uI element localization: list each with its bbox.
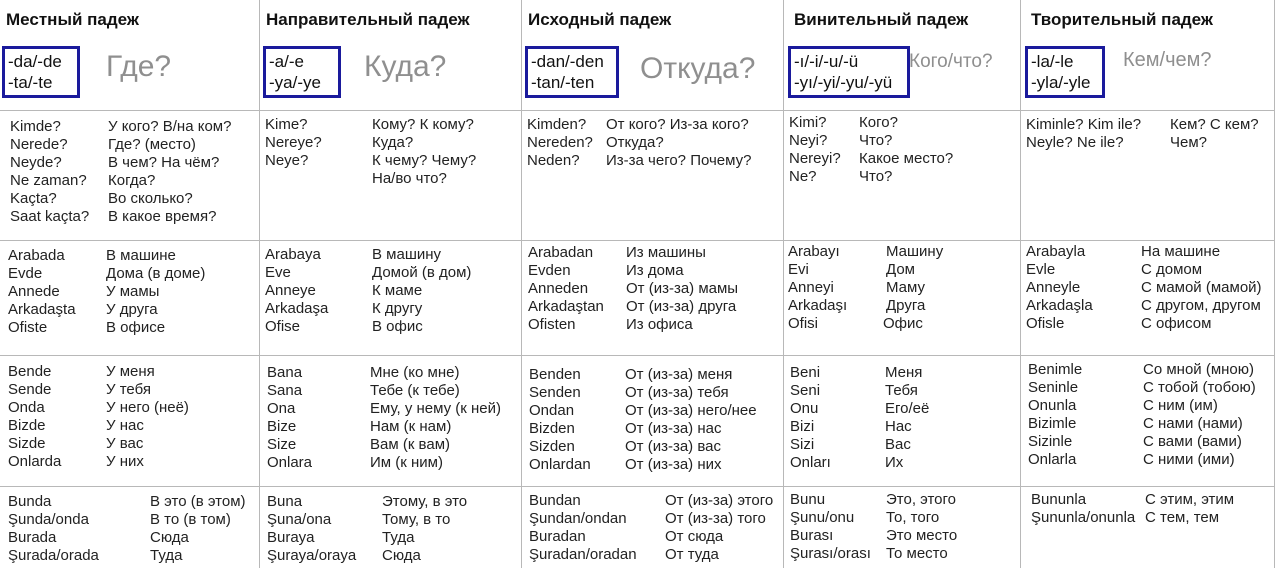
word-cell: Anneyle (1026, 279, 1081, 296)
word-cell: С этим, этим (1145, 491, 1235, 508)
word-cell: Bize (267, 418, 297, 435)
word-cell: К другу (372, 300, 423, 317)
word-cell: От (из-за) тебя (625, 384, 729, 401)
word-cell: Их (885, 454, 904, 471)
word-cell: Neyi? (789, 132, 828, 149)
word-cell: Чем? (1170, 134, 1207, 151)
word-cell: Что? (859, 132, 893, 149)
word-cell: У тебя (106, 381, 151, 398)
word-cell: В это (в этом) (150, 493, 246, 510)
word-cell: Arkadaşı (788, 297, 848, 314)
word-cell: От (из-за) друга (626, 298, 737, 315)
word-cell: Ne? (789, 168, 817, 185)
word-cell: Какое место? (859, 150, 954, 167)
suffix: -a/-e (269, 52, 304, 71)
word-cell: Из дома (626, 262, 684, 279)
word-cell: Onda (8, 399, 45, 416)
word-cell: Нам (к нам) (370, 418, 452, 435)
case-title: Исходный падеж (528, 10, 672, 29)
word-cell: Evde (8, 265, 43, 282)
word-cell: Им (к ним) (370, 454, 443, 471)
word-cell: Evle (1026, 261, 1056, 278)
word-cell: В офис (372, 318, 423, 335)
word-cell: Eve (265, 264, 291, 281)
word-cell: Его/её (885, 400, 930, 417)
word-cell: С ними (ими) (1143, 451, 1235, 468)
word-cell: Офис (883, 315, 923, 332)
word-cell: Bizi (790, 418, 815, 435)
word-cell: Из машины (626, 244, 706, 261)
word-cell: Burada (8, 529, 57, 546)
word-cell: То, того (886, 509, 940, 526)
case-title: Винительный падеж (794, 10, 969, 29)
word-cell: С вами (вами) (1143, 433, 1242, 450)
word-cell: От (из-за) мамы (626, 280, 739, 297)
word-cell: Ему, у нему (к ней) (370, 400, 501, 417)
word-cell: Откуда? (606, 134, 664, 151)
case-column-dative (260, 0, 521, 570)
suffix-box (263, 46, 341, 98)
word-cell: В то (в том) (150, 511, 231, 528)
word-cell: Машину (886, 243, 944, 260)
suffix: -da/-de (8, 52, 62, 71)
word-cell: Где? (место) (108, 136, 196, 153)
word-cell: От (из-за) них (625, 456, 722, 473)
word-cell: Кого? (859, 114, 898, 131)
word-cell: Дома (в доме) (106, 265, 206, 282)
word-cell: С другом, другом (1141, 297, 1261, 314)
word-cell: Burası (790, 527, 834, 544)
word-cell: Evi (788, 261, 809, 278)
word-cell: Bana (267, 364, 303, 381)
word-cell: Нас (885, 418, 912, 435)
word-cell: От (из-за) того (665, 510, 766, 527)
case-column-ablative (522, 0, 783, 570)
word-cell: С нами (нами) (1143, 415, 1243, 432)
word-cell: Şunu/onu (790, 509, 855, 526)
word-cell: От (из-за) нас (625, 420, 722, 437)
word-cell: Şuna/ona (267, 511, 332, 528)
word-cell: Тому, в то (382, 511, 451, 528)
suffix: -yla/-yle (1031, 73, 1091, 92)
word-cell: Evden (528, 262, 571, 279)
word-cell: Arkadaştan (528, 298, 604, 315)
word-cell: Bizimle (1028, 415, 1077, 432)
case-title: Местный падеж (6, 10, 139, 29)
word-cell: Arkadaşa (265, 300, 329, 317)
word-cell: Тебе (к тебе) (370, 382, 460, 399)
suffix-box (525, 46, 619, 98)
word-cell: Arkadaşla (1026, 297, 1093, 314)
case-column-locative (0, 0, 259, 570)
word-cell: Маму (886, 279, 925, 296)
word-cell: Neyle? Ne ile? (1026, 134, 1124, 151)
word-cell: Сюда (382, 547, 421, 564)
word-cell: В чем? На чём? (108, 154, 220, 171)
word-cell: Из-за чего? Почему? (606, 152, 752, 169)
word-cell: Туда (382, 529, 415, 546)
word-cell: Bunda (8, 493, 52, 510)
case-column-accusative (784, 0, 1020, 570)
word-cell: Мне (ко мне) (370, 364, 460, 381)
word-cell: От (из-за) этого (665, 492, 774, 509)
word-cell: Onlarda (8, 453, 62, 470)
word-cell: В машине (106, 247, 176, 264)
word-cell: Şurada/orada (8, 547, 99, 564)
word-cell: У мамы (106, 283, 160, 300)
word-cell: У друга (106, 301, 158, 318)
word-cell: Anneyi (788, 279, 834, 296)
word-cell: Kimde? (10, 118, 61, 135)
word-cell: Bundan (529, 492, 581, 509)
word-cell: У кого? В/на ком? (108, 118, 232, 135)
case-title: Творительный падеж (1031, 10, 1213, 29)
word-cell: Bizde (8, 417, 46, 434)
word-cell: Anneden (528, 280, 589, 297)
word-cell: Sizden (529, 438, 575, 455)
word-cell: Nerede? (10, 136, 68, 153)
suffix: -la/-le (1031, 52, 1074, 71)
word-cell: Дом (886, 261, 915, 278)
word-cell: Кем? С кем? (1170, 116, 1259, 133)
word-cell: Сюда (150, 529, 189, 546)
word-cell: От (из-за) него/нее (625, 402, 757, 419)
case-question: Откуда? (640, 52, 756, 85)
suffix: -ta/-te (8, 73, 53, 92)
word-cell: В офисе (106, 319, 166, 336)
case-column-instrumental (1021, 0, 1274, 570)
word-cell: Друга (886, 297, 926, 314)
word-cell: С домом (1141, 261, 1203, 278)
word-cell: Вас (885, 436, 911, 453)
case-question: Кого/что? (909, 51, 993, 72)
word-cell: Sizinle (1028, 433, 1073, 450)
word-cell: Nereden? (527, 134, 593, 151)
word-cell: У них (106, 453, 144, 470)
column-divider (1274, 0, 1275, 568)
word-cell: Sizi (790, 436, 815, 453)
word-cell: С тобой (тобою) (1143, 379, 1256, 396)
word-cell: Arabadan (528, 244, 594, 261)
word-cell: Sana (267, 382, 303, 399)
word-cell: Кому? К кому? (372, 116, 474, 133)
word-cell: Arabayı (788, 243, 840, 260)
suffix: -tan/-ten (531, 73, 595, 92)
word-cell: От (из-за) меня (625, 366, 733, 383)
word-cell: Onları (790, 454, 831, 471)
word-cell: Benimle (1028, 361, 1083, 378)
word-cell: Это место (886, 527, 958, 544)
word-cell: Arabaya (265, 246, 321, 263)
word-cell: Kimi? (789, 114, 827, 131)
word-cell: Домой (в дом) (372, 264, 472, 281)
word-cell: Onlara (267, 454, 313, 471)
word-cell: Buna (267, 493, 303, 510)
word-cell: Ofise (265, 318, 301, 335)
word-cell: Ofisi (788, 315, 818, 332)
suffix-box (2, 46, 80, 98)
word-cell: Beni (790, 364, 821, 381)
word-cell: Senden (529, 384, 581, 401)
word-cell: Ofisten (528, 316, 576, 333)
word-cell: Тебя (885, 382, 918, 399)
word-cell: От сюда (665, 528, 724, 545)
word-cell: Anneye (265, 282, 316, 299)
word-cell: Neye? (265, 152, 309, 169)
case-question: Кем/чем? (1123, 49, 1212, 71)
word-cell: Şunda/onda (8, 511, 89, 528)
word-cell: Onlardan (529, 456, 591, 473)
word-cell: Şununla/onunla (1031, 509, 1136, 526)
word-cell: Onunla (1028, 397, 1077, 414)
word-cell: Куда? (372, 134, 414, 151)
word-cell: Sizde (8, 435, 46, 452)
word-cell: На/во что? (372, 170, 447, 187)
word-cell: От (из-за) вас (625, 438, 721, 455)
word-cell: Ne zaman? (10, 172, 87, 189)
word-cell: То место (886, 545, 948, 562)
suffix: -ya/-ye (269, 73, 321, 92)
word-cell: Buraya (267, 529, 315, 546)
word-cell: Kime? (265, 116, 308, 133)
word-cell: Kaçta? (10, 190, 57, 207)
suffix-box (1025, 46, 1105, 98)
suffix-box (788, 46, 910, 98)
suffix: -yı/-yi/-yu/-yü (794, 73, 893, 92)
word-cell: С тем, тем (1145, 509, 1220, 526)
word-cell: Из офиса (626, 316, 693, 333)
word-cell: Annede (8, 283, 60, 300)
word-cell: У нас (106, 417, 144, 434)
word-cell: Şundan/ondan (529, 510, 627, 527)
word-cell: С мамой (мамой) (1141, 279, 1262, 296)
word-cell: Bende (8, 363, 52, 380)
word-cell: Когда? (108, 172, 156, 189)
word-cell: С ним (им) (1143, 397, 1218, 414)
word-cell: Onu (790, 400, 819, 417)
word-cell: Seninle (1028, 379, 1079, 396)
word-cell: У него (неё) (106, 399, 189, 416)
case-question: Где? (106, 50, 172, 83)
word-cell: Ofiste (8, 319, 48, 336)
word-cell: На машине (1141, 243, 1221, 260)
word-cell: Kimden? (527, 116, 587, 133)
word-cell: В машину (372, 246, 442, 263)
case-question: Куда? (364, 50, 447, 83)
word-cell: От туда (665, 546, 719, 563)
word-cell: Bununla (1031, 491, 1087, 508)
word-cell: Arabayla (1026, 243, 1086, 260)
word-cell: Туда (150, 547, 183, 564)
word-cell: Neden? (527, 152, 580, 169)
word-cell: Size (267, 436, 297, 453)
word-cell: Ondan (529, 402, 575, 419)
word-cell: Что? (859, 168, 893, 185)
word-cell: Buradan (529, 528, 586, 545)
word-cell: Bunu (790, 491, 826, 508)
word-cell: Arabada (8, 247, 65, 264)
word-cell: Меня (885, 364, 923, 381)
word-cell: Ofisle (1026, 315, 1065, 332)
word-cell: Вам (к вам) (370, 436, 451, 453)
word-cell: Ona (267, 400, 296, 417)
word-cell: Со мной (мною) (1143, 361, 1255, 378)
word-cell: К маме (372, 282, 423, 299)
case-title: Направительный падеж (266, 10, 470, 29)
word-cell: Nereyi? (789, 150, 841, 167)
word-cell: Seni (790, 382, 821, 399)
word-cell: Этому, в это (382, 493, 468, 510)
word-cell: Bizden (529, 420, 575, 437)
word-cell: Benden (529, 366, 581, 383)
word-cell: Neyde? (10, 154, 62, 171)
word-cell: Nereye? (265, 134, 322, 151)
word-cell: Şurası/orası (790, 545, 871, 562)
word-cell: К чему? Чему? (372, 152, 477, 169)
word-cell: Şuradan/oradan (529, 546, 637, 563)
suffix: -ı/-i/-u/-ü (794, 52, 859, 71)
word-cell: Şuraya/oraya (267, 547, 357, 564)
word-cell: Во сколько? (108, 190, 193, 207)
word-cell: Kiminle? Kim ile? (1026, 116, 1142, 133)
word-cell: У вас (106, 435, 144, 452)
word-cell: Arkadaşta (8, 301, 76, 318)
word-cell: Это, этого (886, 491, 957, 508)
word-cell: В какое время? (108, 208, 217, 225)
word-cell: Sende (8, 381, 52, 398)
word-cell: От кого? Из-за кого? (606, 116, 749, 133)
suffix: -dan/-den (531, 52, 604, 71)
word-cell: У меня (106, 363, 155, 380)
word-cell: Onlarla (1028, 451, 1077, 468)
word-cell: Saat kaçta? (10, 208, 90, 225)
word-cell: С офисом (1141, 315, 1212, 332)
